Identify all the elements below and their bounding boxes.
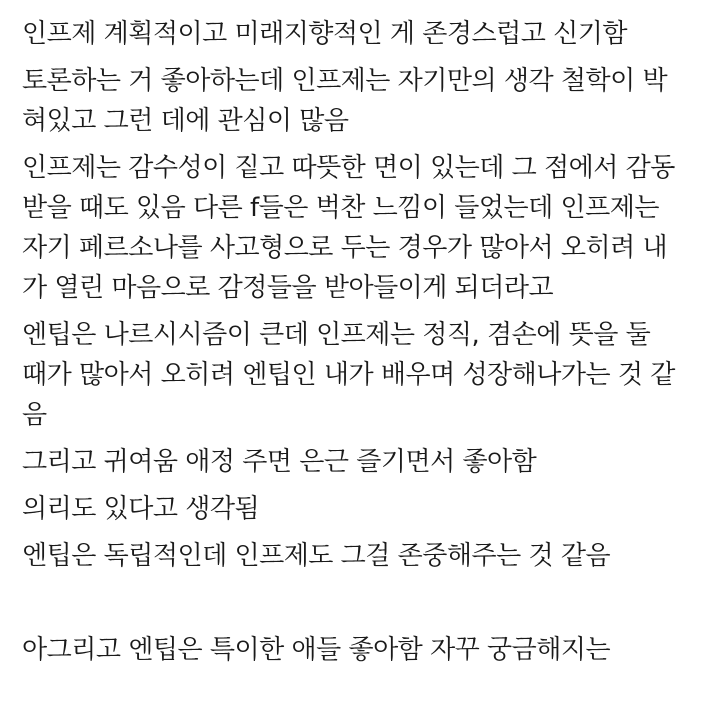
paragraph-3 — [22, 148, 712, 308]
text-line: 가 열린 마음으로 감정들을 받아들이게 되더라고 — [22, 273, 554, 303]
paragraph-7 — [22, 536, 712, 576]
text-line: 아그리고 엔팁은 특이한 애들 좋아함 자꾸 궁금해지는 — [22, 635, 611, 665]
text-line: 음 — [22, 400, 47, 430]
text-line: 받을 때도 있음 다른 f들은 벅찬 느낌이 들었는데 인프제는 — [22, 193, 659, 223]
text-line: 엔팁은 독립적인데 인프제도 그걸 존중해주는 것 같음 — [22, 541, 611, 571]
paragraph-8 — [22, 630, 712, 670]
text-line: 엔팁은 나르시시즘이 큰데 인프제는 정직, 겸손에 뜻을 둘 — [22, 320, 651, 350]
post-body — [22, 14, 712, 677]
text-line: 자기 페르소나를 사고형으로 두는 경우가 많아서 오히려 내 — [22, 233, 668, 263]
paragraph-2 — [22, 61, 712, 141]
blank-line — [22, 583, 712, 623]
text-line: 의리도 있다고 생각됨 — [22, 494, 260, 524]
text-line: 토론하는 거 좋아하는데 인프제는 자기만의 생각 철학이 박 — [22, 66, 668, 96]
paragraph-5 — [22, 442, 712, 482]
text-line: 그리고 귀여움 애정 주면 은근 즐기면서 좋아함 — [22, 447, 537, 477]
text-line: 때가 많아서 오히려 엔팁인 내가 배우며 성장해나가는 것 같 — [22, 360, 675, 390]
text-line: 인프제 계획적이고 미래지향적인 게 존경스럽고 신기함 — [22, 19, 627, 49]
text-line: 혀있고 그런 데에 관심이 많음 — [22, 106, 349, 136]
text-line: 인프제는 감수성이 짙고 따뜻한 면이 있는데 그 점에서 감동 — [22, 153, 675, 183]
paragraph-6 — [22, 489, 712, 529]
paragraph-4 — [22, 315, 712, 435]
paragraph-1 — [22, 14, 712, 54]
